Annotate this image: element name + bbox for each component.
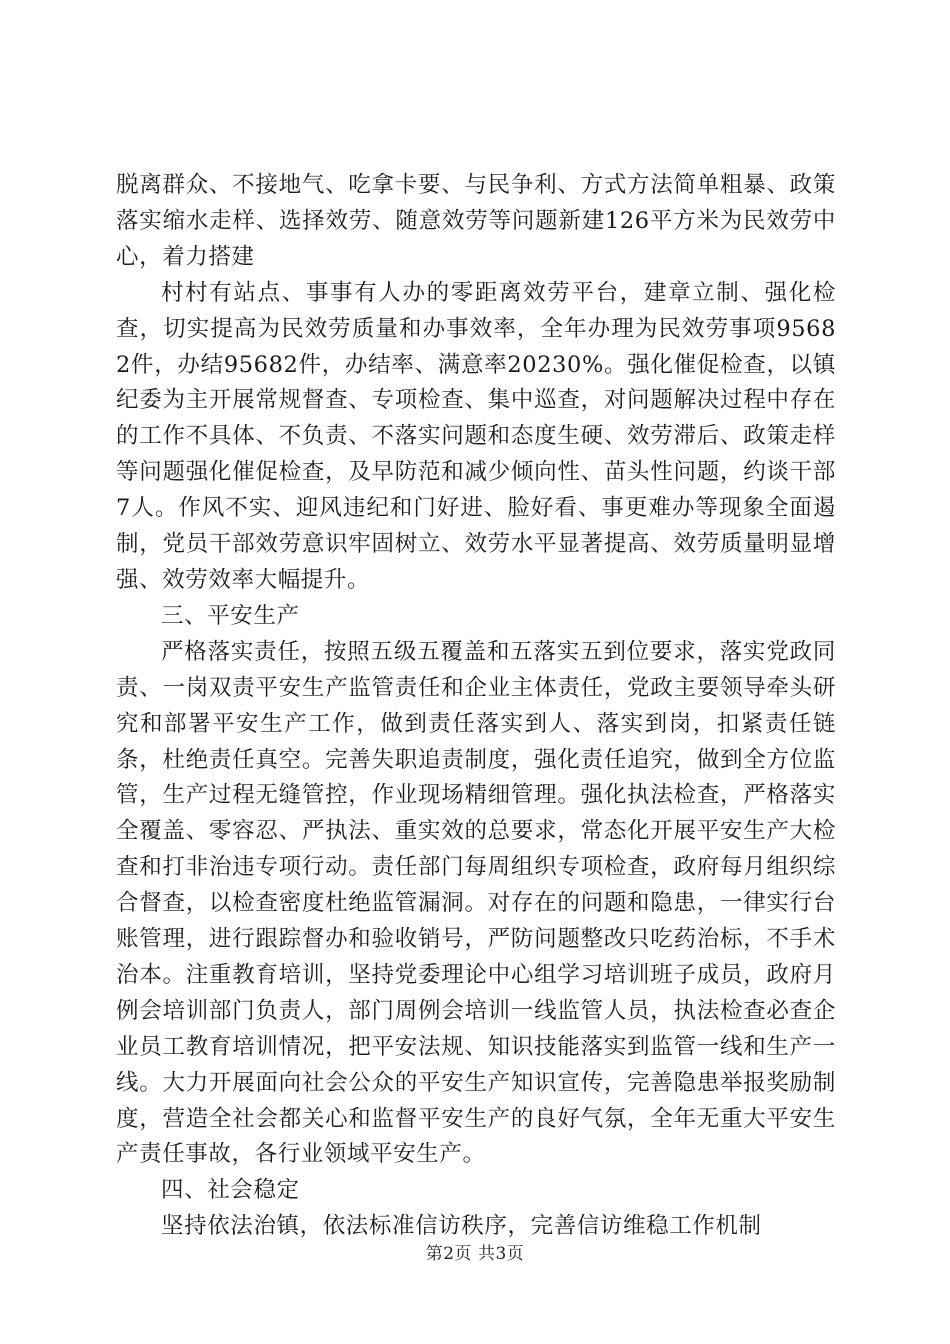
page-number-footer: 第2页 共3页 xyxy=(425,1244,525,1264)
section-heading-safety: 三、平安生产 xyxy=(161,602,300,629)
document-body xyxy=(116,168,836,1245)
paragraph-continuation: 脱离群众、不接地气、吃拿卡要、与民争利、方式方法简单粗暴、政策落实缩水走样、选择效劳、随意效劳等问题新建126平方米为民效劳中心，着力搭建 xyxy=(116,172,836,270)
paragraph-safety: 严格落实责任，按照五级五覆盖和五落实五到位要求，落实党政同责、一岗双责平安生产监管责任和企业主体责任，党政主要领导牵头研究和部署平安生产工作，做到责任落实到人、落实到岗，扣紧责任链条，杜绝责任真空。完善失职追责制度，强化责任追究，做到全方位监管，生产过程无缝管控，作业现场精细管理。强化执法检查，严格落实全覆盖、零容忍、严执法、重实效的总要求，常态化开展平安生产大检查和打非治违专项行动。责任部门每周组织专项检查，政府每月组织综合督查，以检查密度杜绝监管漏洞。对存在的问题和隐患，一律实行台账管理，进行跟踪督办和验收销号，严防问题整改只吃药治标，不手术治本。注重教育培训，坚持党委理论中心组学习培训班子成员，政府月例会培训部门负责人，部门周例会培训一线监管人员，执法检查必查企业员工教育培训情况，把平安法规、知识技能落实到监管一线和生产一线。大力开展面向社会公众的平安生产知识宣传，完善隐患举报奖励制度，营造全社会都关心和监督平安生产的良好气氛，全年无重大平安生产责任事故，各行业领域平安生产。 xyxy=(116,638,836,1168)
paragraph-service-platform: 村村有站点、事事有人办的零距离效劳平台，建章立制、强化检查，切实提高为民效劳质量和办事效率，全年办理为民效劳事项95682件，办结95682件，办结率、满意率20230%。强化催促检查，以镇纪委为主开展常规督查、专项检查、集中巡查，对问题解决过程中存在的工作不具体、不负责、不落实问题和态度生硬、效劳滞后、政策走样等问题强化催促检查，及早防范和减少倾向性、苗头性问题，约谈干部7人。作风不实、迎风违纪和门好进、脸好看、事更难办等现象全面遏制，党员干部效劳意识牢固树立、效劳水平显著提高、效劳质量明显增强、效劳效率大幅提升。 xyxy=(116,279,836,593)
paragraph-stability: 坚持依法治镇，依法标准信访秩序，完善信访维稳工作机制 xyxy=(161,1213,762,1240)
section-heading-stability: 四、社会稳定 xyxy=(161,1177,300,1204)
